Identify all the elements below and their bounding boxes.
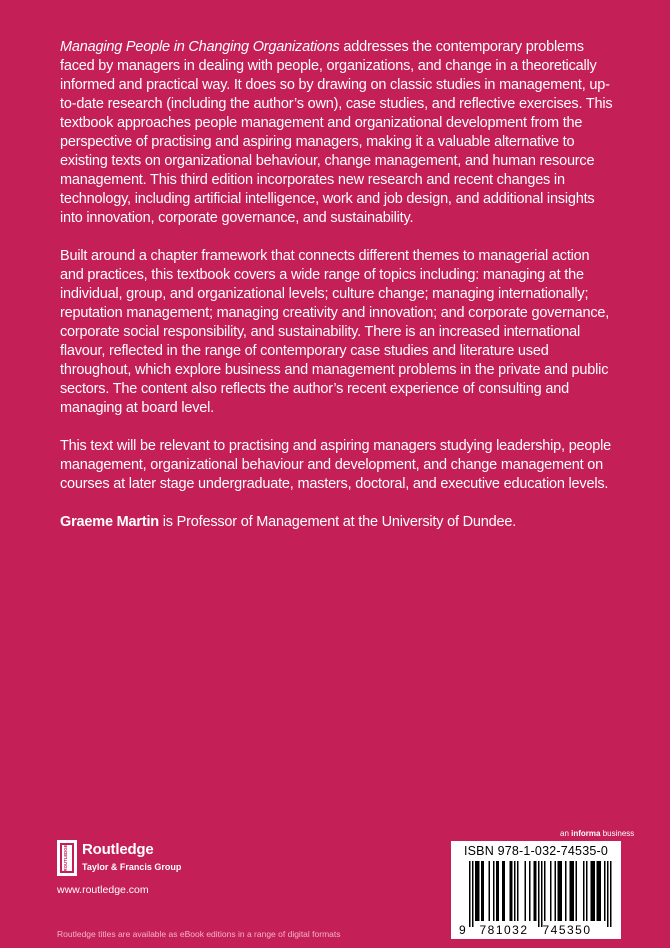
barcode-bar — [498, 861, 500, 921]
isbn-barcode — [451, 841, 621, 939]
barcode-bar — [504, 861, 506, 921]
barcode-bar — [576, 861, 578, 921]
barcode-bar — [481, 861, 483, 921]
barcode-bar — [607, 861, 609, 927]
informa-prefix: an — [560, 829, 572, 838]
barcode-bar — [558, 861, 560, 921]
barcode-bar — [475, 861, 477, 921]
book-title: Managing People in Changing Organizations — [60, 39, 340, 55]
barcode-bar — [525, 861, 527, 921]
barcode-bar — [598, 861, 600, 921]
barcode-bar — [535, 861, 537, 921]
barcode-bar — [604, 861, 606, 921]
ebook-note: Routledge titles are available as eBook editions in a range of digital formats — [57, 929, 341, 939]
barcode-bar — [586, 861, 588, 921]
barcode-bar — [538, 861, 540, 927]
barcode-bar — [594, 861, 596, 921]
barcode-bar — [483, 861, 485, 921]
barcode-bar — [469, 861, 471, 927]
barcode-digits-left: 781032 — [479, 923, 529, 937]
informa-tagline — [560, 829, 634, 838]
barcode-bar — [510, 861, 512, 921]
blurb-paragraph-1-text: addresses the contemporary problems faced by managers in dealing with people, organizations, and change in a theoretically informed and practical way. It does so by drawing on classic studies in management, up-to-date research (including the author’s own), case studies, and reflective exercises. This textbook approaches people management and organizational development from the perspective of practising and aspiring managers, making it a valuable alternative to existing texts on organizational behaviour, change management, and human resource management. This third edition incorporates new research and recent changes in technology, including artificial intelligence, work and job design, and additional insights into innovation, corporate governance, and sustainability. — [60, 39, 613, 226]
author-bio-text: is Professor of Management at the University of Dundee. — [158, 514, 517, 530]
barcode-bar — [597, 861, 599, 921]
informa-word: informa — [571, 829, 601, 838]
blurb-paragraph-3: This text will be relevant to practising and aspiring managers studying leadership, people management, organizational behaviour and development, and change management on courses at later stage undergraduate, masters, doctoral, and executive education levels. — [60, 438, 612, 492]
barcode-bar — [550, 861, 552, 921]
barcode-bar — [511, 861, 513, 921]
logo-letters: ROUTLEDGE — [63, 844, 68, 872]
blurb-paragraph-2: Built around a chapter framework that connects different themes to managerial action and practices, this textbook covers a wide range of topics including: managing at the individual, group, and organizational levels; culture change; managing internationally; reputation management; managing creativity and innovation; and corporate governance, corporate social responsibility, and sustainability. There is an increased international flavour, reflected in the range of contemporary case studies and literature used throughout, which explore business and management problems in the private and public sectors. The content also reflects the author’s recent experience of consulting and managing at board level. — [60, 248, 610, 416]
barcode-bar — [555, 861, 557, 921]
barcode-bar — [472, 861, 474, 927]
barcode-bar — [514, 861, 516, 921]
barcode-bar — [544, 861, 546, 921]
barcode-bar — [570, 861, 572, 921]
publisher-website[interactable]: www.routledge.com — [57, 884, 149, 896]
barcode-digits-right: 745350 — [542, 923, 592, 937]
barcode-bar — [592, 861, 594, 921]
barcode-bar — [571, 861, 573, 921]
barcode-bar — [591, 861, 593, 921]
informa-suffix: business — [600, 829, 635, 838]
publisher-logo — [57, 840, 257, 880]
barcode-bar — [559, 861, 561, 921]
barcode-bar — [493, 861, 495, 921]
barcode-bar — [583, 861, 585, 921]
barcode-bar — [517, 861, 519, 921]
barcode-bar — [600, 861, 602, 921]
barcode-bar — [489, 861, 491, 921]
barcode-bar — [502, 861, 504, 921]
barcode-bar — [541, 861, 543, 927]
barcode-bar — [610, 861, 612, 927]
routledge-logo-icon — [57, 840, 77, 876]
barcode-bar — [534, 861, 536, 921]
barcode-bar — [496, 861, 498, 921]
barcode-bar — [477, 861, 479, 921]
barcode-bar — [565, 861, 567, 921]
barcode-bar — [478, 861, 480, 921]
author-name: Graeme Martin — [60, 514, 159, 530]
isbn-label: ISBN 978-1-032-74535-0 — [463, 844, 609, 858]
author-bio — [60, 513, 615, 532]
publisher-name: Routledge — [82, 841, 154, 858]
barcode-digit-first: 9 — [459, 923, 466, 937]
publisher-group: Taylor & Francis Group — [82, 862, 182, 872]
blurb — [60, 38, 615, 551]
barcode-bar — [561, 861, 563, 921]
barcode-bar — [573, 861, 575, 921]
barcode-bar — [529, 861, 531, 921]
blurb-paragraph-1 — [60, 38, 615, 228]
barcode-icon — [451, 841, 621, 939]
